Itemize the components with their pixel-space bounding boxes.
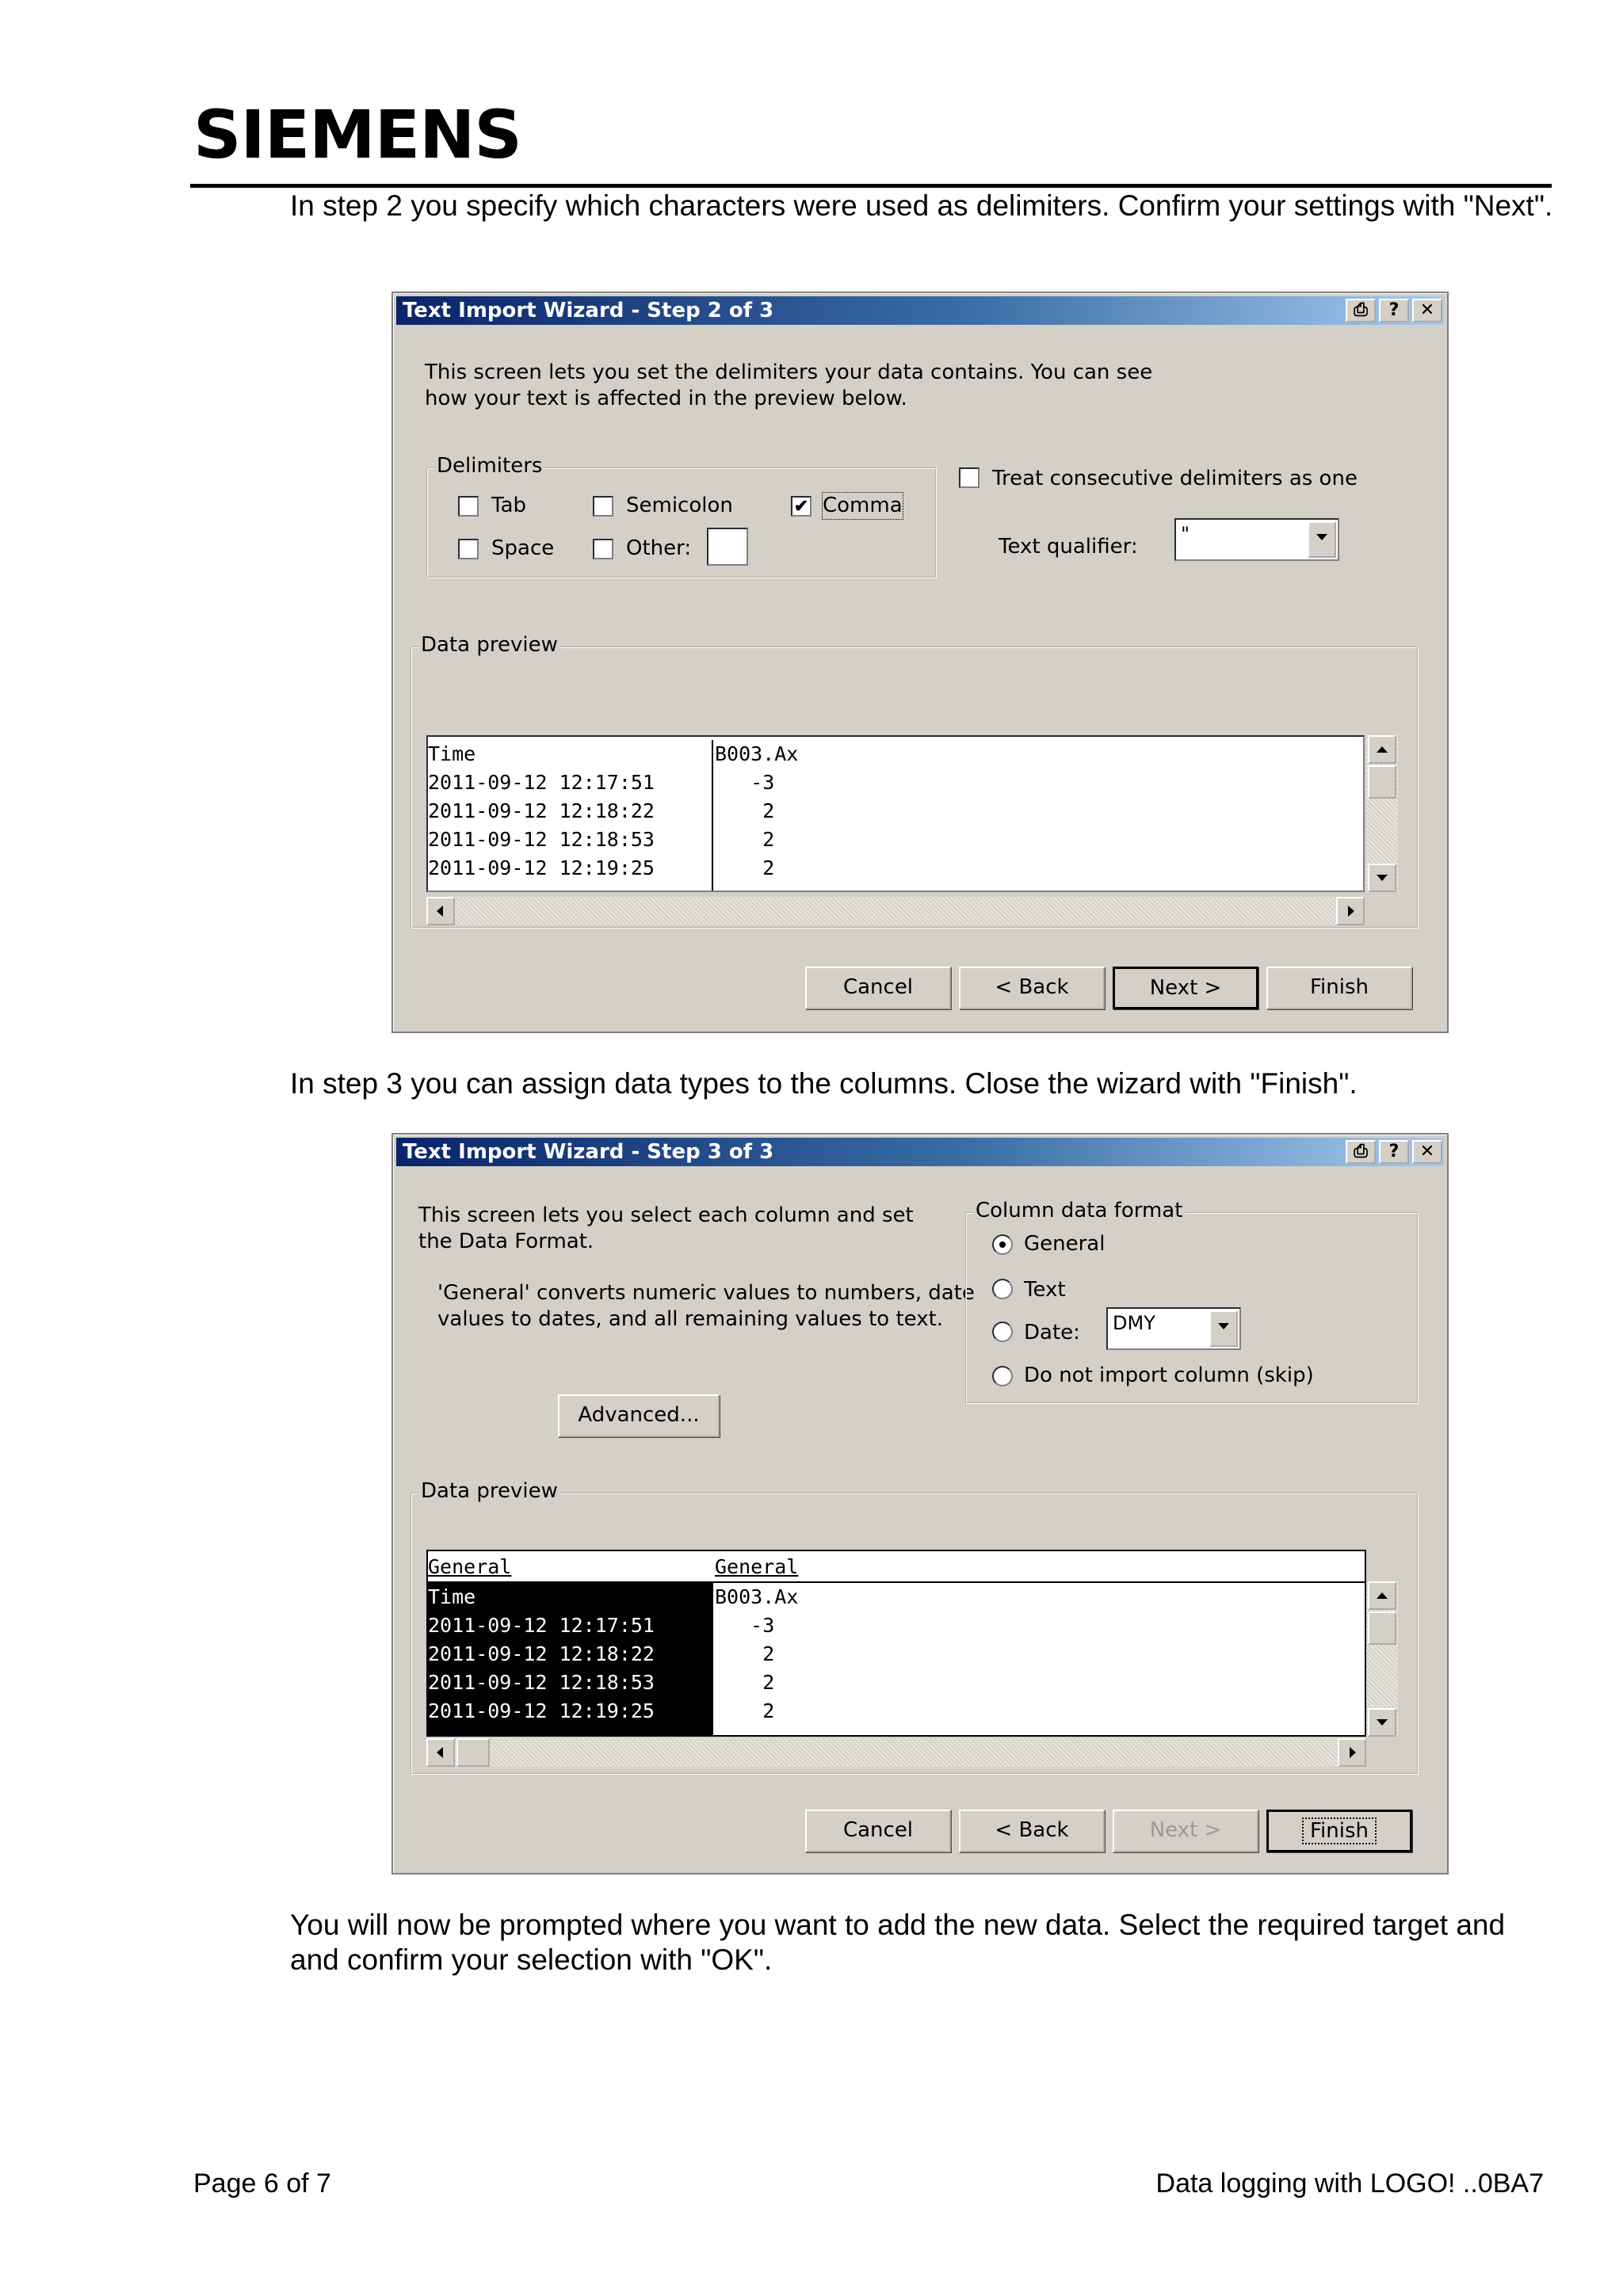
finish-button[interactable]: Finish bbox=[1266, 967, 1412, 1009]
preview-cell: 2 bbox=[715, 856, 775, 879]
preview-cell: 2 bbox=[715, 799, 775, 822]
finish-button-label: Finish bbox=[1304, 1819, 1375, 1843]
description-line-2: how your text is affected in the preview below. bbox=[425, 387, 907, 410]
text-radio[interactable] bbox=[992, 1279, 1013, 1299]
general-radio[interactable] bbox=[992, 1234, 1013, 1255]
text-qualifier-label: Text qualifier: bbox=[999, 535, 1138, 559]
date-label[interactable]: Date: bbox=[1024, 1321, 1080, 1344]
preview-column-1[interactable] bbox=[428, 740, 713, 892]
other-checkbox[interactable] bbox=[593, 539, 613, 559]
preview-cell: Time bbox=[428, 742, 476, 765]
siemens-logo: SIEMENS bbox=[193, 96, 521, 174]
step2-intro-text: In step 2 you specify which characters were used as delimiters. Confirm your settings with "Next". bbox=[290, 189, 1553, 222]
space-label[interactable]: Space bbox=[491, 536, 555, 560]
tab-checkbox[interactable] bbox=[458, 496, 479, 517]
dialog-title: Text Import Wizard - Step 2 of 3 bbox=[403, 299, 774, 322]
horizontal-scrollbar[interactable] bbox=[426, 897, 1365, 925]
description-line-1: This screen lets you select each column and set bbox=[418, 1203, 914, 1227]
date-format-value: DMY bbox=[1113, 1312, 1155, 1334]
preview-cell: 2011-09-12 12:18:53 bbox=[428, 828, 655, 851]
preview-cell: 2 bbox=[715, 1671, 775, 1694]
preview-cell: 2 bbox=[715, 828, 775, 851]
preview-cell: B003.Ax bbox=[715, 742, 799, 765]
column-format-label: Column data format bbox=[973, 1199, 1185, 1222]
finish-button[interactable] bbox=[1266, 1810, 1412, 1852]
title-bar bbox=[396, 1138, 1444, 1166]
scroll-thumb[interactable] bbox=[1368, 765, 1396, 799]
next-button: Next > bbox=[1113, 1810, 1258, 1852]
preview-cell: 2011-09-12 12:17:51 bbox=[428, 771, 655, 794]
print-icon[interactable]: ⎙ bbox=[1346, 299, 1376, 322]
preview-cell: -3 bbox=[715, 1614, 775, 1637]
print-icon[interactable]: ⎙ bbox=[1346, 1140, 1376, 1164]
tab-label[interactable]: Tab bbox=[491, 494, 527, 517]
preview-cell: -3 bbox=[715, 771, 775, 794]
data-preview-label: Data preview bbox=[418, 1480, 560, 1502]
scroll-down-icon[interactable] bbox=[1368, 864, 1396, 892]
preview-cell: 2011-09-12 12:19:25 bbox=[428, 856, 655, 879]
skip-label[interactable]: Do not import column (skip) bbox=[1024, 1363, 1314, 1387]
scroll-thumb[interactable] bbox=[456, 1738, 490, 1767]
general-label[interactable]: General bbox=[1024, 1232, 1106, 1256]
cancel-button[interactable]: Cancel bbox=[805, 1810, 951, 1852]
consecutive-checkbox[interactable] bbox=[959, 467, 980, 488]
comma-label[interactable]: Comma bbox=[823, 494, 903, 517]
text-qualifier-select[interactable] bbox=[1174, 518, 1339, 561]
scroll-down-icon[interactable] bbox=[1368, 1708, 1396, 1737]
text-label[interactable]: Text bbox=[1024, 1278, 1066, 1302]
vertical-scrollbar[interactable] bbox=[1366, 735, 1398, 892]
consecutive-label[interactable]: Treat consecutive delimiters as one bbox=[992, 467, 1358, 490]
general-note-line-2: values to dates, and all remaining values to text. bbox=[437, 1307, 944, 1331]
text-import-wizard-step3-dialog bbox=[391, 1133, 1449, 1875]
other-delimiter-input[interactable] bbox=[707, 528, 748, 566]
column-header-row bbox=[428, 1551, 1365, 1583]
preview-column-2[interactable] bbox=[715, 740, 953, 883]
scroll-left-icon[interactable] bbox=[426, 897, 455, 925]
help-button[interactable]: ? bbox=[1379, 1140, 1409, 1164]
preview-cell: Time bbox=[428, 1585, 476, 1608]
semicolon-label[interactable]: Semicolon bbox=[626, 494, 733, 517]
date-format-select[interactable] bbox=[1106, 1307, 1241, 1350]
text-qualifier-value: " bbox=[1181, 523, 1190, 545]
scroll-up-icon[interactable] bbox=[1368, 735, 1396, 764]
column-header-2[interactable]: General bbox=[715, 1555, 799, 1578]
title-bar bbox=[396, 296, 1444, 325]
preview-cell: 2 bbox=[715, 1642, 775, 1665]
general-note-line-1: 'General' converts numeric values to numbers, date bbox=[437, 1281, 975, 1305]
text-import-wizard-step2-dialog bbox=[391, 292, 1449, 1033]
preview-cell: 2 bbox=[715, 1699, 775, 1722]
other-label[interactable]: Other: bbox=[626, 536, 692, 560]
delimiters-group bbox=[426, 467, 937, 578]
chevron-down-icon[interactable] bbox=[1308, 521, 1336, 558]
dialog-title: Text Import Wizard - Step 3 of 3 bbox=[403, 1140, 774, 1164]
scroll-right-icon[interactable] bbox=[1336, 897, 1365, 925]
preview-cell: 2011-09-12 12:19:25 bbox=[428, 1699, 655, 1722]
preview-cell: 2011-09-12 12:18:22 bbox=[428, 799, 655, 822]
preview-cell: B003.Ax bbox=[715, 1585, 799, 1608]
next-button[interactable]: Next > bbox=[1113, 967, 1258, 1009]
advanced-button[interactable]: Advanced... bbox=[558, 1394, 720, 1437]
comma-checkbox[interactable]: ✔ bbox=[791, 496, 812, 517]
delimiters-label: Delimiters bbox=[434, 455, 544, 477]
chevron-down-icon[interactable] bbox=[1209, 1310, 1238, 1347]
cancel-button[interactable]: Cancel bbox=[805, 967, 951, 1009]
document-title: Data logging with LOGO! ..0BA7 bbox=[1155, 2168, 1544, 2199]
preview-column-1-selected[interactable] bbox=[428, 1583, 713, 1737]
header-rule bbox=[190, 184, 1552, 188]
preview-cell: 2011-09-12 12:17:51 bbox=[428, 1614, 655, 1637]
description-line-1: This screen lets you set the delimiters your data contains. You can see bbox=[425, 360, 1153, 384]
page-number: Page 6 of 7 bbox=[193, 2168, 331, 2199]
description-line-2: the Data Format. bbox=[418, 1230, 594, 1253]
skip-radio[interactable] bbox=[992, 1366, 1013, 1386]
outro-text: You will now be prompted where you want to add the new data. Select the required target and and confirm your selection with "OK". bbox=[290, 1909, 1506, 1976]
scroll-left-icon[interactable] bbox=[426, 1738, 455, 1767]
scroll-right-icon[interactable] bbox=[1338, 1738, 1366, 1767]
close-button[interactable]: ✕ bbox=[1412, 1140, 1442, 1164]
help-button[interactable]: ? bbox=[1379, 299, 1409, 322]
column-header-1[interactable]: General bbox=[428, 1555, 512, 1578]
data-preview-grid[interactable] bbox=[426, 735, 1365, 892]
scroll-thumb[interactable] bbox=[1368, 1611, 1396, 1645]
close-button[interactable]: ✕ bbox=[1412, 299, 1442, 322]
preview-cell: 2011-09-12 12:18:22 bbox=[428, 1642, 655, 1665]
semicolon-checkbox[interactable] bbox=[593, 496, 613, 517]
date-radio[interactable] bbox=[992, 1322, 1013, 1342]
back-button[interactable]: < Back bbox=[959, 967, 1105, 1009]
data-preview-label: Data preview bbox=[418, 634, 560, 656]
step3-intro-text: In step 3 you can assign data types to the columns. Close the wizard with "Finish". bbox=[290, 1067, 1358, 1100]
preview-column-2[interactable] bbox=[715, 1583, 953, 1726]
space-checkbox[interactable] bbox=[458, 539, 479, 559]
vertical-scrollbar[interactable] bbox=[1366, 1581, 1398, 1737]
preview-cell: 2011-09-12 12:18:53 bbox=[428, 1671, 655, 1694]
back-button[interactable]: < Back bbox=[959, 1810, 1105, 1852]
horizontal-scrollbar[interactable] bbox=[426, 1738, 1366, 1767]
data-preview-grid[interactable] bbox=[426, 1550, 1366, 1737]
scroll-up-icon[interactable] bbox=[1368, 1581, 1396, 1610]
